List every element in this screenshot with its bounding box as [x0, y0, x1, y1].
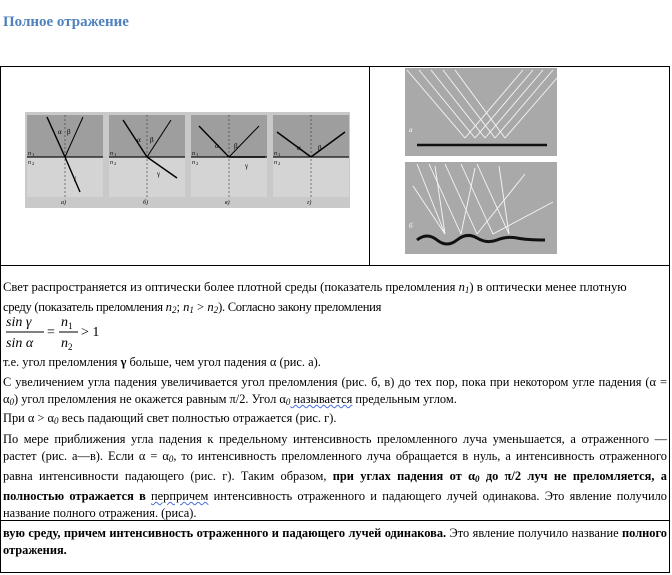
svg-text:n: n	[192, 160, 195, 166]
svg-text:sin γ: sin γ	[6, 315, 32, 330]
svg-text:α: α	[137, 136, 141, 144]
refraction-figure	[25, 112, 350, 208]
panel-rough-surface	[405, 162, 557, 254]
svg-text:2: 2	[68, 342, 73, 352]
svg-text:γ: γ	[245, 162, 249, 170]
alpha-label: α	[58, 128, 62, 136]
svg-text:n: n	[110, 160, 113, 166]
svg-text:α: α	[215, 142, 219, 150]
svg-text:n: n	[192, 151, 195, 157]
panel-d	[273, 115, 349, 206]
paragraph-critical-angle: С увеличением угла падения увеличивается угол преломления (рис. б, в) до тех пор, пока при некотором угле падения $(\alpha = \alpha_0)$ угол преломления не окажется равным π/2. Угол $\alpha_0$ называется предельным углом.	[3, 375, 667, 407]
svg-text:n: n	[274, 151, 277, 157]
paragraph-summary: вую среду, причем интенсивность отраженного и падающего лучей одинакова. Это явление получило название полного отражения.	[3, 526, 668, 557]
svg-text:=: =	[47, 325, 55, 340]
paragraph-total-reflection: При $\alpha > \alpha_0$ весь падающий свет полностью отражается (рис. г).	[3, 411, 337, 426]
svg-text:γ: γ	[73, 174, 77, 182]
svg-text:1: 1	[68, 321, 73, 331]
page-title: Полное отражение	[3, 14, 129, 30]
paragraph-refraction-angle: т.е. угол преломления γ больше, чем угол падения α (рис. а).	[3, 355, 321, 369]
paragraph-intensity: По мере приближения угла падения к предельному интенсивность преломленного луча уменьшается, а отраженного — растет (рис. а—в). Если $\alpha = \alpha_0$, то интенсивность преломленного луча обращается в нуль, а интенсивность отраженного равна интенсивности падающего (рис. г). Таким образом, при углах падения от $\alpha_0$ до π/2 луч не преломляется, а полностью отражается в перпричем интенсивность отраженного и падающего лучей одинакова. Это явление получило название полного отражения. (риса).	[3, 432, 667, 520]
svg-text:n: n	[274, 160, 277, 166]
svg-text:2: 2	[196, 161, 199, 166]
svg-text:1: 1	[114, 152, 117, 157]
table-divider-top	[0, 265, 670, 266]
panel-smooth-surface	[405, 68, 557, 156]
refraction-formula	[4, 312, 124, 357]
svg-text:β: β	[234, 142, 238, 150]
reflection-figure	[405, 68, 557, 254]
svg-text:γ: γ	[157, 170, 161, 178]
svg-text:β: β	[150, 136, 154, 144]
svg-text:2: 2	[114, 161, 117, 166]
panel-label-smooth: а	[409, 126, 413, 134]
svg-text:1: 1	[32, 152, 35, 157]
svg-text:> 1: > 1	[81, 325, 100, 340]
paragraph-intro: Свет распространяется из оптически более плотной среды (показатель преломления $n_1$) в оптически менее плотную среду (показатель преломления $n_2$; $n_1 > n_2$). Согласно закону преломления	[3, 280, 627, 315]
panel-label-c: в)	[225, 200, 230, 206]
panel-label-rough: б	[409, 222, 413, 230]
svg-text:n: n	[61, 315, 68, 330]
svg-text:n: n	[28, 151, 31, 157]
table-column-divider	[369, 66, 370, 266]
svg-text:n: n	[61, 336, 68, 351]
panel-label-d: г)	[307, 200, 312, 206]
panel-b	[109, 115, 185, 206]
svg-text:sin α: sin α	[6, 336, 34, 351]
svg-text:1: 1	[278, 152, 281, 157]
svg-text:β: β	[67, 128, 71, 136]
svg-text:n: n	[28, 160, 31, 166]
panel-a	[27, 115, 103, 206]
svg-text:2: 2	[278, 161, 281, 166]
svg-text:β: β	[318, 144, 322, 152]
svg-text:n: n	[110, 151, 113, 157]
svg-text:α: α	[297, 144, 301, 152]
panel-label-a: а)	[61, 200, 66, 206]
svg-text:2: 2	[32, 161, 35, 166]
panel-label-b: б)	[143, 200, 149, 206]
panel-c	[191, 115, 267, 206]
svg-text:1: 1	[196, 152, 199, 157]
